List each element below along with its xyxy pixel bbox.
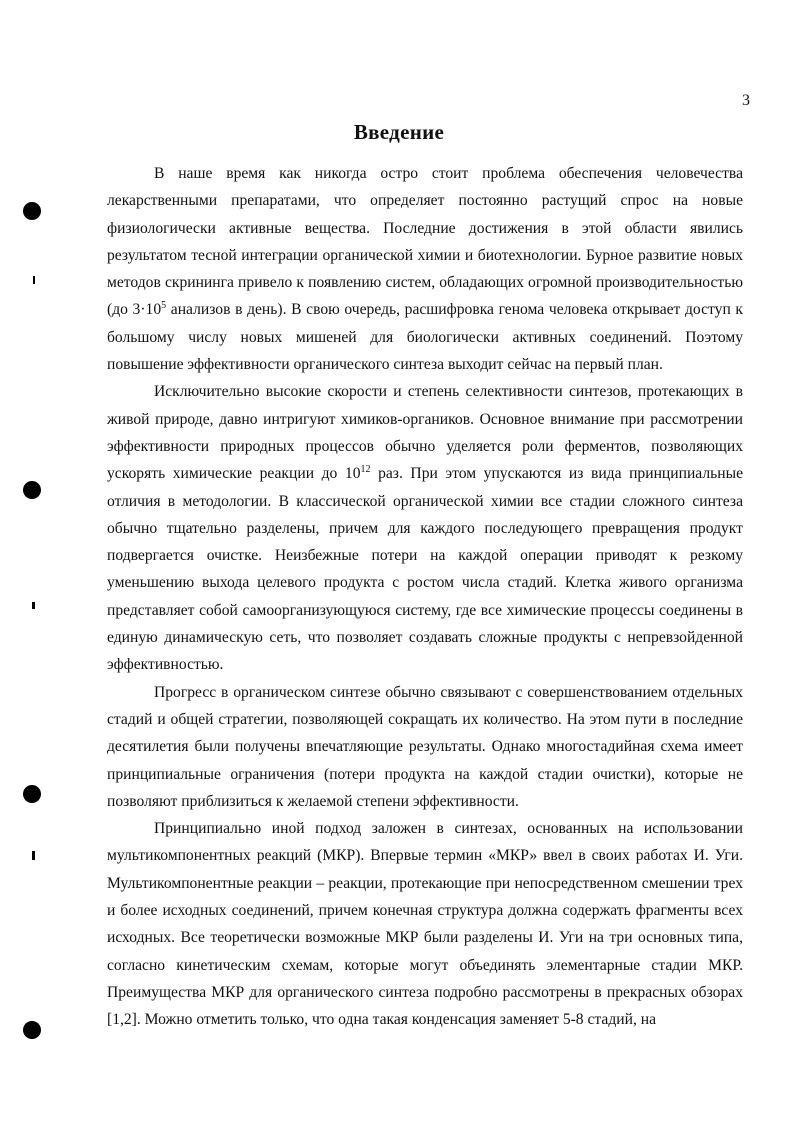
scan-mark <box>33 276 35 284</box>
paragraph <box>107 378 743 678</box>
paragraph <box>107 815 743 1033</box>
binder-hole <box>23 785 41 803</box>
paragraph-text: В наше время как никогда остро стоит проблема обеспечения человечества лекарственными препаратами, что определяет постоянно растущий спрос на новые физиологически активные вещества. Последние достижения в этой области явились результатом тесной интеграции органической химии и биотехнологии. Бурное развитие новых методов скрининга привело к появлению систем, обладающих огромной производительностью (до 3·10 <box>107 165 743 319</box>
paragraph-text: раз. При этом упускаются из вида принципиальные отличия в методологии. В классической органической химии все стадии сложного синтеза обычно тщательно разделены, причем для каждого последующего превращения продукт подвергается очистке. Неизбежные потери на каждой операции приводят к резкому уменьшению выхода целевого продукта с ростом числа стадий. Клетка живого организма представляет собой самоорганизующуюся систему, где все химические процессы соединены в единую динамическую сеть, что позволяет создавать сложные продукты с непревзойденной эффективностью. <box>107 465 743 674</box>
binder-hole <box>23 202 41 220</box>
scan-mark <box>32 851 35 860</box>
paragraph-text: Прогресс в органическом синтезе обычно связывают с совершенствованием отдельных стадий и общей стратегии, позволяющей сокращать их количество. На этом пути в последние десятилетия были получены впечатляющие результаты. Однако многостадийная схема имеет принципиальные ограничения (потери продукта на каждой стадии очистки), которые не позволяют приблизиться к желаемой степени эффективности. <box>107 683 743 810</box>
body-text <box>107 160 743 1034</box>
superscript: 12 <box>360 464 371 476</box>
paragraph <box>107 160 743 378</box>
binder-hole <box>23 481 41 499</box>
page-title: Введение <box>353 120 445 144</box>
superscript: 5 <box>161 300 167 312</box>
page-number: 3 <box>742 92 750 109</box>
scan-mark <box>32 602 35 609</box>
paragraph-text: анализов в день). В свою очередь, расшифровка генома человека открывает доступ к большому числу новых мишеней для биологически активных соединений. Поэтому повышение эффективности органического синтеза выходит сейчас на первый план. <box>107 301 743 374</box>
paragraph-text: Исключительно высокие скорости и степень селективности синтезов, протекающих в живой природе, давно интригуют химиков-органиков. Основное внимание при рассмотрении эффективности природных процессов обычно уделяется роли ферментов, позволяющих ускорять химические реакции до 10 <box>107 383 743 483</box>
binder-hole <box>23 1021 41 1039</box>
paragraph <box>107 679 743 815</box>
paragraph-text: Принципиально иной подход заложен в синтезах, основанных на использовании мультикомпонентных реакций (МКР). Впервые термин «МКР» ввел в своих работах И. Уги. Мультикомпонентные реакции – реакции, протекающие при непосредственном смешении трех и более исходных соединений, причем конечная структура должна содержать фрагменты всех исходных. Все теоретически возможные МКР были разделены И. Уги на три основных типа, согласно кинетическим схемам, которые могут объединять элементарные стадии МКР. Преимущества МКР для органического синтеза подробно рассмотрены в прекрасных обзорах [1,2]. Можно отметить только, что одна такая конденсация заменяет 5-8 стадий, на <box>107 820 743 1029</box>
